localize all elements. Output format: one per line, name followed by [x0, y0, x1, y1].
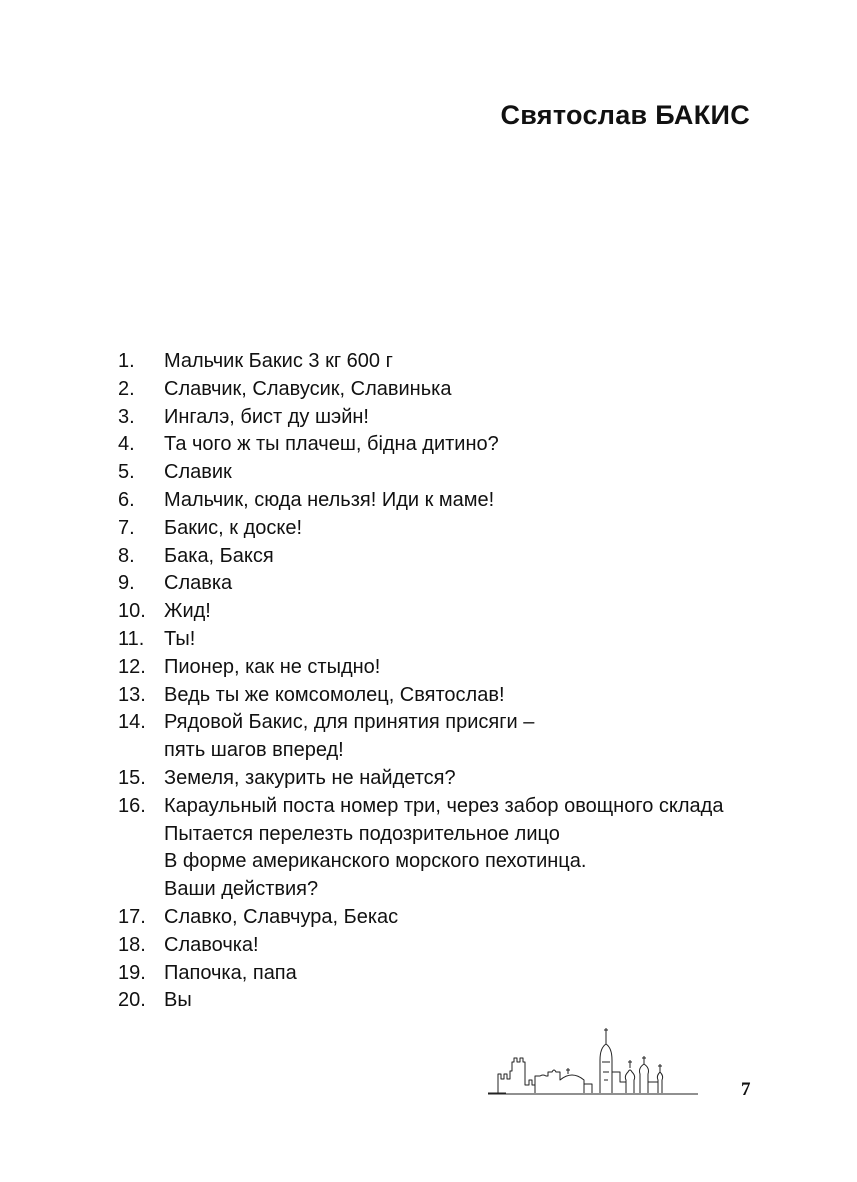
item-text [164, 404, 369, 432]
item-number: 6. [118, 488, 135, 511]
item-text [164, 987, 192, 1015]
item-number: 4. [118, 433, 135, 456]
item-text [164, 626, 195, 654]
item-text [164, 932, 259, 960]
item-line: Славка [164, 572, 233, 595]
list-item [118, 404, 798, 432]
item-line: Ваши действия? [164, 878, 319, 901]
list-item [118, 431, 798, 459]
list-item [118, 515, 798, 543]
item-text [164, 431, 499, 459]
item-text [164, 376, 451, 404]
item-number: 13. [118, 683, 146, 706]
item-line: Жид! [164, 600, 211, 623]
item-number: 1. [118, 350, 135, 372]
item-line: Караульный поста номер три, через забор овощного склада [164, 794, 724, 817]
item-text [164, 765, 456, 793]
poem-list [118, 348, 798, 1015]
list-item [118, 376, 798, 404]
item-text [164, 459, 232, 487]
item-text [164, 682, 505, 710]
item-number: 16. [118, 794, 146, 817]
list-item [118, 654, 798, 682]
page-title: Святослав БАКИС [500, 100, 750, 130]
item-line: Славко, Славчура, Бекас [164, 905, 399, 928]
page-number: 7 [741, 1079, 751, 1100]
item-number: 19. [118, 961, 146, 984]
item-line: пять шагов вперед! [164, 739, 344, 762]
item-number: 8. [118, 544, 135, 567]
item-line: Папочка, папа [164, 961, 297, 984]
item-number: 9. [118, 572, 135, 595]
item-line: Славочка! [164, 933, 259, 956]
item-line: Мальчик Бакис 3 кг 600 г [164, 350, 393, 372]
item-line: Рядовой Бакис, для принятия присяги – [164, 711, 535, 734]
item-text [164, 793, 723, 904]
item-line: Земеля, закурить не найдется? [164, 766, 456, 789]
item-line: Та чого ж ты плачеш, бідна дитино? [164, 433, 499, 456]
list-item [118, 626, 798, 654]
item-line: Мальчик, сюда нельзя! Иди к маме! [164, 488, 495, 511]
list-item [118, 765, 798, 793]
item-number: 11. [118, 627, 145, 650]
item-number: 2. [118, 377, 135, 400]
item-line: Бака, Бакся [164, 544, 274, 567]
item-text [164, 515, 302, 543]
item-line: Ведь ты же комсомолец, Святослав! [164, 683, 505, 706]
item-text [164, 654, 380, 682]
list-item [118, 487, 798, 515]
item-number: 18. [118, 933, 146, 956]
item-number: 20. [118, 989, 146, 1012]
list-item [118, 793, 798, 904]
item-line: Пионер, как не стыдно! [164, 655, 381, 678]
list-item [118, 682, 798, 710]
item-line: Пытается перелезть подозрительное лицо [164, 822, 560, 845]
item-text [164, 570, 232, 598]
list-item [118, 570, 798, 598]
item-text [164, 543, 274, 571]
item-text [164, 348, 393, 376]
item-line: В форме американского морского пехотинца. [164, 850, 587, 873]
city-skyline-illustration [488, 1022, 708, 1100]
list-item [118, 348, 798, 376]
item-line: Славик [164, 461, 232, 484]
item-line: Ты! [164, 627, 196, 650]
list-item [118, 598, 798, 626]
list-item [118, 960, 798, 988]
item-text [164, 960, 297, 988]
item-text [164, 904, 398, 932]
item-line: Славчик, Славусик, Славинька [164, 377, 452, 400]
list-item [118, 932, 798, 960]
item-number: 3. [118, 405, 135, 428]
item-number: 10. [118, 600, 146, 623]
item-number: 15. [118, 766, 146, 789]
list-item [118, 543, 798, 571]
item-line: Ингалэ, бист ду шэйн! [164, 405, 369, 428]
list-item [118, 459, 798, 487]
item-number: 14. [118, 711, 146, 734]
item-text [164, 487, 494, 515]
item-number: 17. [118, 905, 146, 928]
item-text [164, 598, 211, 626]
item-number: 5. [118, 461, 135, 484]
item-line: Бакис, к доске! [164, 516, 303, 539]
list-item [118, 904, 798, 932]
item-number: 12. [118, 655, 146, 678]
item-number: 7. [118, 516, 135, 539]
item-text [164, 709, 534, 765]
list-item [118, 709, 798, 765]
list-item [118, 987, 798, 1015]
item-line: Вы [164, 989, 192, 1012]
